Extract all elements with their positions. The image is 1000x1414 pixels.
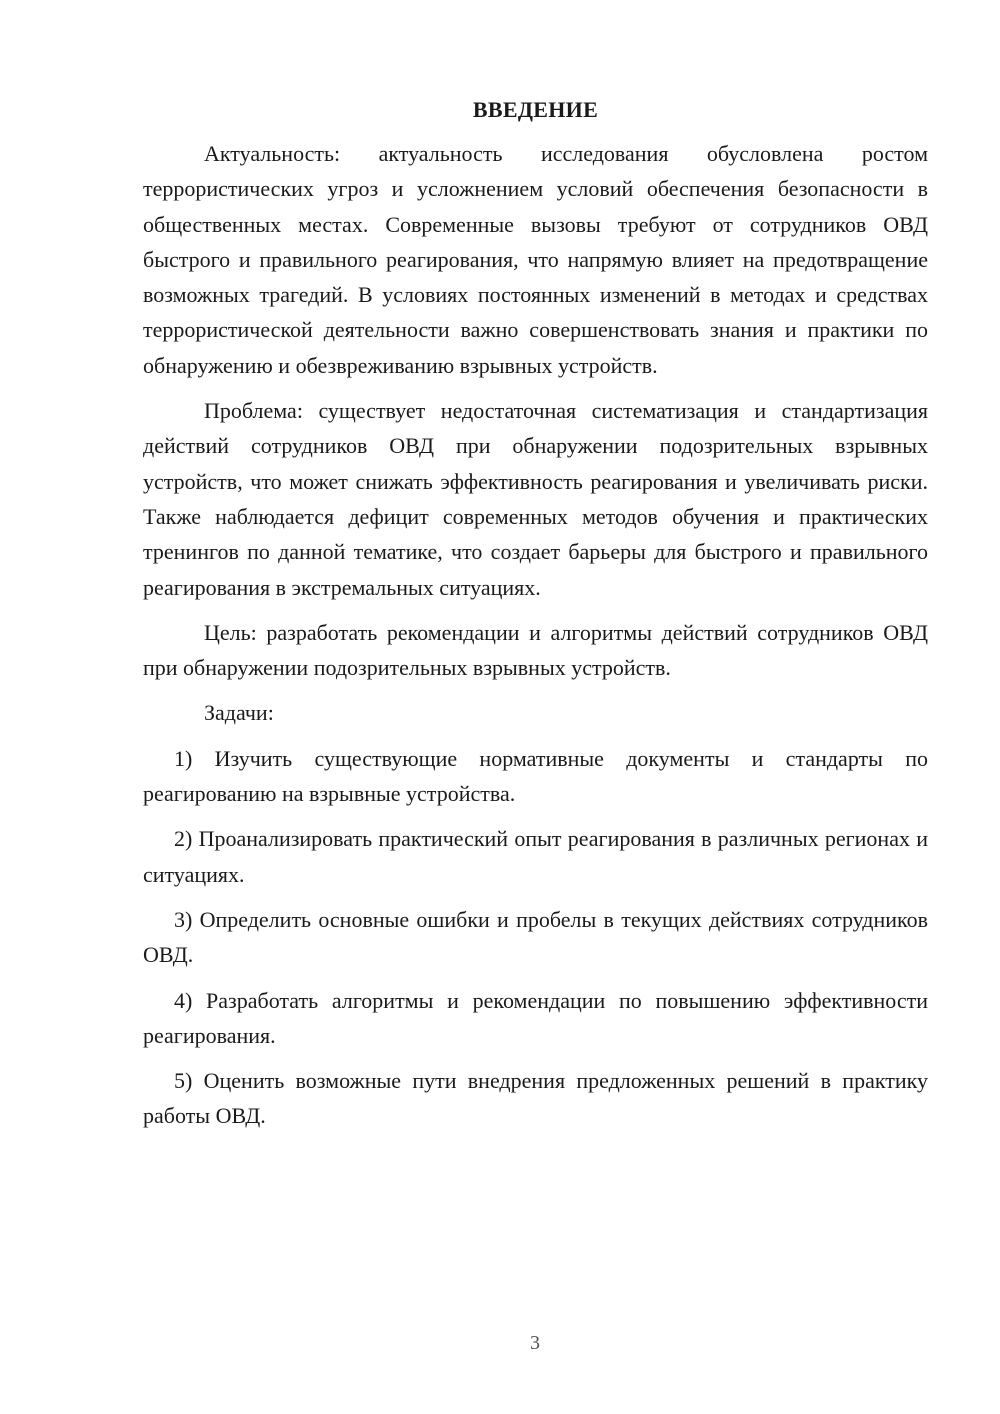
section-title: ВВЕДЕНИЕ [472,97,599,122]
relevance-paragraph: Актуальность: актуальность исследования обусловлена ростом террористических угроз и усложнением условий обеспечения безопасности в общественных местах. Современные вызовы требуют от сотрудников ОВД быстрого и правильного реагирования, что напрямую влияет на предотвращение возможных трагедий. В условиях постоянных изменений в методах и средствах террористической деятельности важно совершенствовать знания и практики по обнаружению и обезвреживанию взрывных устройств. [143,141,928,378]
task-item: 5) Оценить возможные пути внедрения предложенных решений в практику работы ОВД. [143,1068,928,1129]
page-body [143,92,928,1144]
page-number: 3 [530,1332,540,1354]
problem-paragraph: Проблема: существует недостаточная систематизация и стандартизация действий сотрудников ОВД при обнаружении подозрительных взрывных устройств, что может снижать эффективность реагирования и увеличивать риски. Также наблюдается дефицит современных методов обучения и практических тренингов по данной тематике, что создает барьеры для быстрого и правильного реагирования в экстремальных ситуациях. [143,398,928,600]
task-item: 3) Определить основные ошибки и пробелы в текущих действиях сотрудников ОВД. [143,906,928,968]
task-item: 2) Проанализировать практический опыт реагирования в различных регионах и ситуациях. [143,826,928,887]
task-item: 4) Разработать алгоритмы и рекомендации по повышению эффективности реагирования. [143,987,928,1048]
goal-paragraph: Цель: разработать рекомендации и алгоритмы действий сотрудников ОВД при обнаружении подозрительных взрывных устройств. [143,619,928,681]
tasks-heading: Задачи: [204,700,274,726]
task-item: 1) Изучить существующие нормативные документы и стандарты по реагированию на взрывные устройства. [143,745,928,807]
